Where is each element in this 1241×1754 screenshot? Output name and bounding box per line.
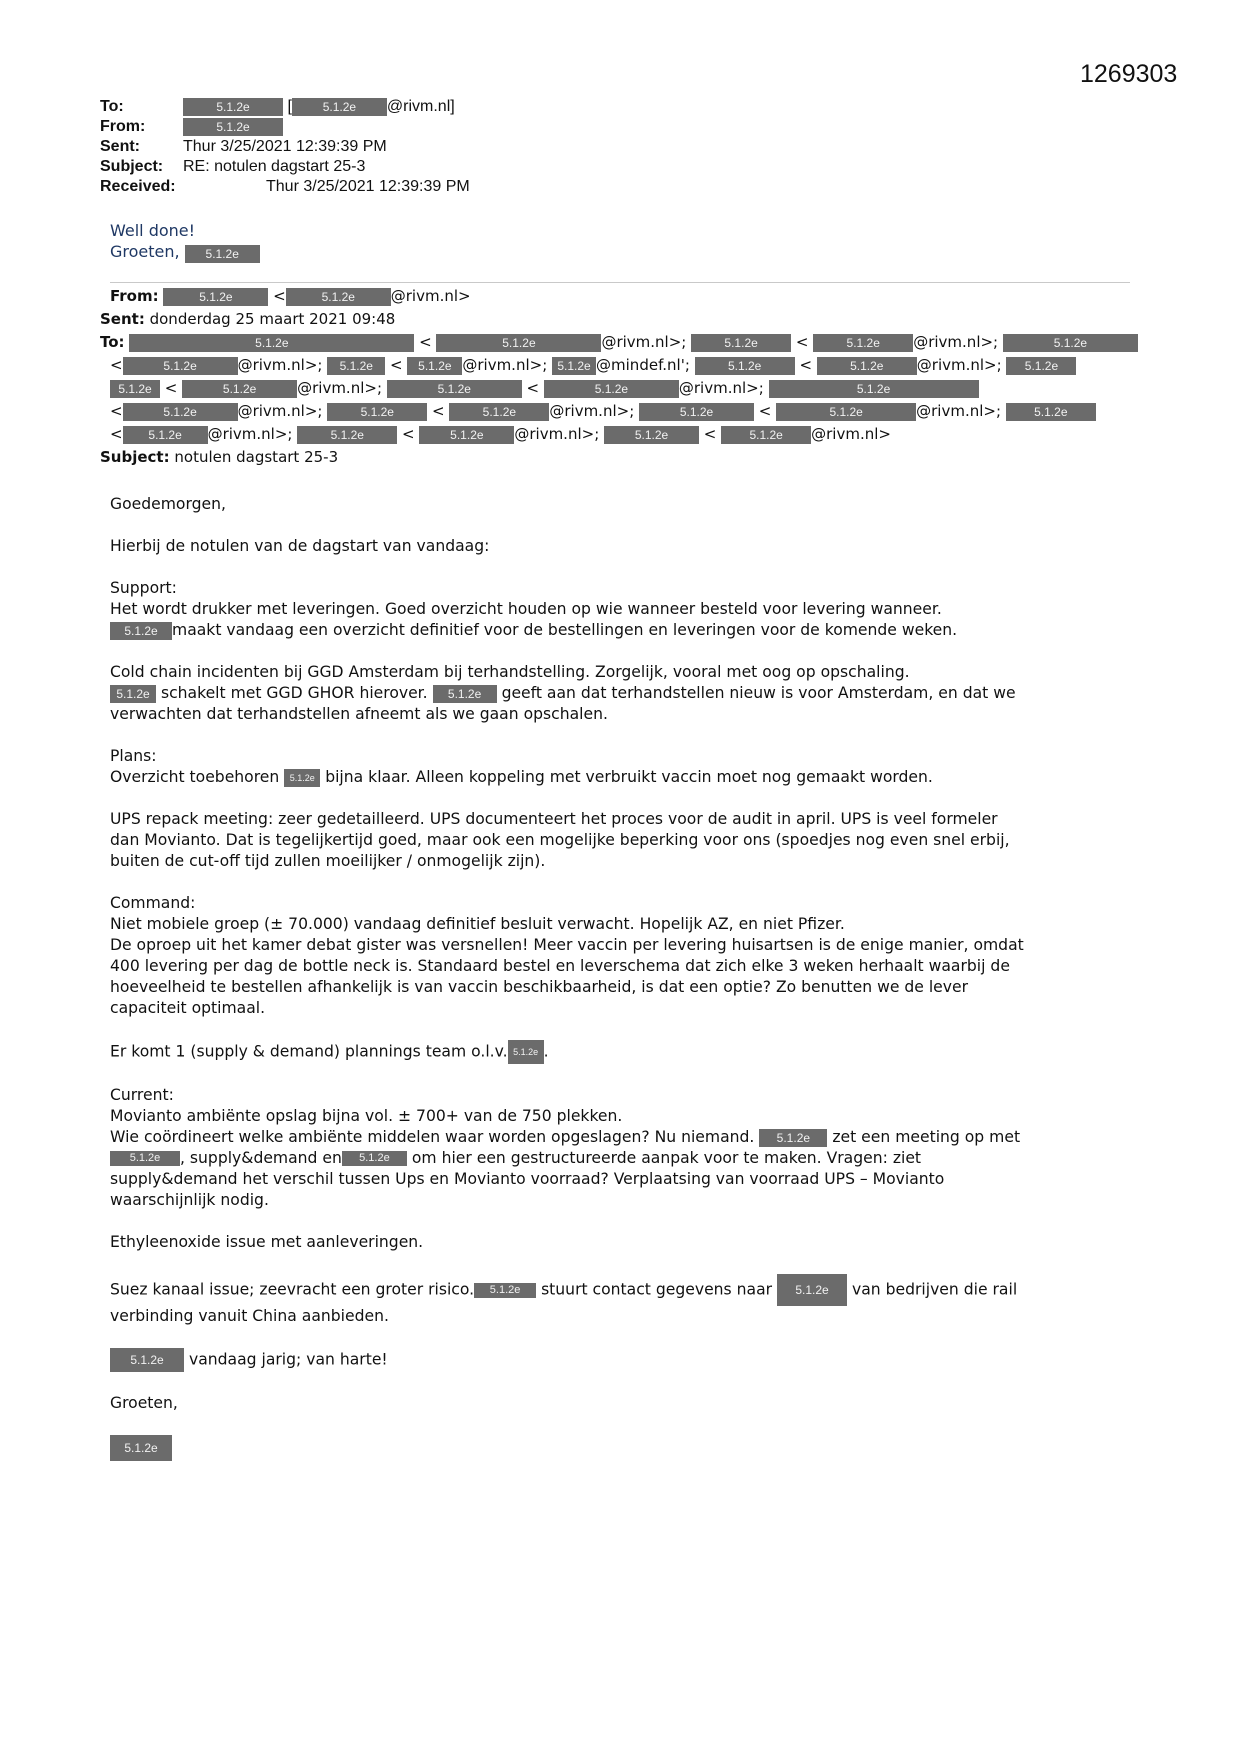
suez-section: Suez kanaal issue; zeevracht een groter risico. 5.1.2e stuurt contact gegevens naar 5.1.2e van bedrijven die rail verbinding vanuit China aanbieden. bbox=[110, 1274, 1140, 1327]
redaction: 5.1.2e bbox=[1006, 357, 1076, 375]
orig-sent-value: donderdag 25 maart 2021 09:48 bbox=[149, 310, 396, 328]
redaction: 5.1.2e bbox=[813, 334, 913, 352]
redaction: 5.1.2e bbox=[776, 403, 916, 421]
email-domain: @mindef.nl'; bbox=[596, 356, 690, 374]
redaction: 5.1.2e bbox=[777, 1274, 847, 1306]
email-domain: @rivm.nl>; bbox=[297, 379, 382, 397]
orig-subject-label: Subject: bbox=[100, 448, 170, 466]
redaction: 5.1.2e bbox=[817, 357, 917, 375]
from-label: From: bbox=[100, 118, 146, 135]
redaction: 5.1.2e bbox=[695, 357, 795, 375]
signature bbox=[110, 1435, 1140, 1461]
document-id: 1269303 bbox=[1080, 60, 1178, 88]
redaction: 5.1.2e bbox=[183, 98, 283, 116]
header-received-row bbox=[100, 177, 470, 197]
redaction: 5.1.2e bbox=[163, 288, 268, 306]
header-to-row: To: 5.1.2e [ 5.1.2e @rivm.nl] bbox=[100, 98, 455, 115]
redaction: 5.1.2e bbox=[508, 1040, 544, 1064]
redaction: 5.1.2e bbox=[292, 98, 387, 116]
redaction: 5.1.2e bbox=[286, 288, 391, 306]
redaction: 5.1.2e bbox=[639, 403, 754, 421]
orig-from-label: From: bbox=[110, 287, 159, 305]
email-domain: @rivm.nl>; bbox=[237, 402, 323, 420]
ethyleen-line: Ethyleenoxide issue met aanleveringen. bbox=[110, 1233, 424, 1251]
redaction: 5.1.2e bbox=[110, 380, 160, 398]
intro: Hierbij de notulen van de dagstart van vandaag: bbox=[110, 537, 490, 555]
support-heading: Support: bbox=[110, 579, 177, 597]
cold-chain-section: Cold chain incidenten bij GGD Amsterdam bij terhandstelling. Zorgelijk, vooral met oog op opschaling. 5.1.2e schakelt met GGD GHOR hierover. 5.1.2e geeft aan dat terhandstellen nieuw is voor Amsterdam, en dat we verwachten dat terhandstellen afneemt als we gaan opschalen. bbox=[110, 663, 1016, 723]
redaction: 5.1.2e bbox=[129, 334, 414, 352]
redaction: 5.1.2e bbox=[123, 357, 238, 375]
redaction: 5.1.2e bbox=[123, 426, 208, 444]
redaction: 5.1.2e bbox=[327, 357, 385, 375]
subject-label: Subject: bbox=[100, 158, 164, 175]
redaction: 5.1.2e bbox=[387, 380, 522, 398]
redaction: 5.1.2e bbox=[544, 380, 679, 398]
reply-line-2: Groeten, 5.1.2e bbox=[110, 241, 260, 263]
redaction: 5.1.2e bbox=[183, 118, 283, 136]
team-line: Er komt 1 (supply & demand) plannings team o.l.v. 5.1.2e . bbox=[110, 1040, 1140, 1064]
redaction: 5.1.2e bbox=[436, 334, 601, 352]
redaction: 5.1.2e bbox=[433, 685, 497, 703]
redaction: 5.1.2e bbox=[449, 403, 549, 421]
email-domain: @rivm.nl> bbox=[811, 425, 891, 443]
ups-section: UPS repack meeting: zeer gedetailleerd. UPS documenteert het proces voor de audit in april. UPS is veel formeler dan Movianto. Dat is tegelijkertijd goed, maar ook een mogelijke beperking voor ons (spoedjes nog even snel erbij, buiten de cut-off tijd zullen moeilijker / onmogelijk zijn). bbox=[110, 810, 1010, 870]
redaction: 5.1.2e bbox=[284, 769, 320, 787]
redaction: 5.1.2e bbox=[123, 403, 238, 421]
redaction: 5.1.2e bbox=[297, 426, 397, 444]
email-domain: @rivm.nl>; bbox=[207, 425, 293, 443]
email-domain: @rivm.nl> bbox=[390, 287, 471, 305]
sent-label: Sent: bbox=[100, 138, 140, 155]
redaction: 5.1.2e bbox=[110, 1151, 180, 1166]
birthday-line: 5.1.2e vandaag jarig; van harte! bbox=[110, 1348, 1140, 1372]
redaction: 5.1.2e bbox=[110, 685, 156, 703]
email-domain: @rivm.nl>; bbox=[462, 356, 548, 374]
orig-to-row-5: < 5.1.2e @rivm.nl>; 5.1.2e < 5.1.2e @rivm.nl>; 5.1.2e < 5.1.2e @rivm.nl> bbox=[110, 425, 891, 443]
header-sent-row bbox=[100, 137, 470, 157]
support-section: Support: Het wordt drukker met leveringen. Goed overzicht houden op wie wanneer besteld voor levering wanneer. 5.1.2e maakt vandaag een overzicht definitief voor de bestellingen en leveringen voor de komende weken. bbox=[110, 579, 958, 639]
greeting: Goedemorgen, bbox=[110, 495, 226, 513]
received-label: Received: bbox=[100, 178, 176, 195]
command-heading: Command: bbox=[110, 894, 196, 912]
email-domain: @rivm.nl>; bbox=[916, 402, 1002, 420]
closing: Groeten, bbox=[110, 1394, 178, 1412]
redaction: 5.1.2e bbox=[474, 1283, 536, 1298]
orig-to-row-4: < 5.1.2e @rivm.nl>; 5.1.2e < 5.1.2e @rivm.nl>; 5.1.2e < 5.1.2e @rivm.nl>; 5.1.2e bbox=[100, 400, 1138, 423]
sent-value: Thur 3/25/2021 12:39:39 PM bbox=[183, 138, 387, 155]
email-domain: @rivm.nl>; bbox=[601, 333, 687, 351]
to-label: To: bbox=[100, 98, 124, 115]
email-domain: @rivm.nl>; bbox=[237, 356, 323, 374]
orig-from-row: From: 5.1.2e < 5.1.2e @rivm.nl> bbox=[110, 287, 471, 305]
email-domain: @rivm.nl>; bbox=[678, 379, 764, 397]
separator-line bbox=[110, 282, 1130, 283]
email-domain: @rivm.nl>; bbox=[514, 425, 600, 443]
orig-sent-label: Sent: bbox=[100, 310, 145, 328]
orig-subject-value: notulen dagstart 25-3 bbox=[174, 448, 339, 466]
redaction: 5.1.2e bbox=[407, 357, 462, 375]
orig-to-row-3: 5.1.2e < 5.1.2e @rivm.nl>; 5.1.2e < 5.1.2e @rivm.nl>; 5.1.2e bbox=[100, 377, 1138, 400]
redaction: 5.1.2e bbox=[759, 1129, 827, 1147]
redaction: 5.1.2e bbox=[327, 403, 427, 421]
redaction: 5.1.2e bbox=[185, 245, 260, 263]
plans-heading: Plans: bbox=[110, 747, 157, 765]
email-body bbox=[110, 494, 1140, 1482]
command-section: Command: Niet mobiele groep (± 70.000) vandaag definitief besluit verwacht. Hopelijk AZ, en niet Pfizer. De oproep uit het kamer debat gister was versnellen! Meer vaccin per levering huisartsen is de enige manier, omdat 400 levering per dag de bottle neck is. Standaard bestel en leverschema dat zich elke 3 weken herhaalt waarbij de hoeveelheid te bestellen afhankelijk is van vaccin beschikbaarheid, is dat een optie? Zo benutten we de lever capaciteit optimaal. bbox=[110, 894, 1024, 1017]
redaction: 5.1.2e bbox=[110, 1348, 184, 1372]
received-value: Thur 3/25/2021 12:39:39 PM bbox=[266, 178, 470, 195]
to-domain: @rivm.nl] bbox=[386, 98, 455, 115]
email-header-outer bbox=[100, 97, 470, 197]
redaction: 5.1.2e bbox=[419, 426, 514, 444]
subject-value: RE: notulen dagstart 25-3 bbox=[183, 158, 366, 175]
header-subject-row bbox=[100, 157, 470, 177]
current-section: Current: Movianto ambiënte opslag bijna vol. ± 700+ van de 750 plekken. Wie coördineert welke ambiënte middelen waar worden opgeslagen? Nu niemand. 5.1.2e zet een meeting op met 5.1.2e , supply&demand en 5.1.2e om hier een gestructureerde aanpak voor te maken. Vragen: ziet supply&demand het verschil tussen Ups en Movianto voorraad? Verplaatsing van voorraad UPS – Movianto waarschijnlijk nodig. bbox=[110, 1086, 1021, 1209]
email-domain: @rivm.nl>; bbox=[916, 356, 1002, 374]
redaction: 5.1.2e bbox=[769, 380, 979, 398]
redaction: 5.1.2e bbox=[110, 622, 172, 640]
redaction: 5.1.2e bbox=[1006, 403, 1096, 421]
redaction: 5.1.2e bbox=[342, 1151, 407, 1166]
redaction: 5.1.2e bbox=[691, 334, 791, 352]
header-from-row bbox=[100, 117, 470, 137]
plans-section: Plans: Overzicht toebehoren 5.1.2e bijna klaar. Alleen koppeling met verbruikt vaccin moet nog gemaakt worden. bbox=[110, 747, 933, 786]
email-domain: @rivm.nl>; bbox=[549, 402, 635, 420]
current-heading: Current: bbox=[110, 1086, 174, 1104]
redaction: 5.1.2e bbox=[110, 1435, 172, 1461]
orig-to-label: To: bbox=[100, 333, 125, 351]
redaction: 5.1.2e bbox=[182, 380, 297, 398]
redaction: 5.1.2e bbox=[721, 426, 811, 444]
orig-subject-row bbox=[100, 446, 1138, 469]
redaction: 5.1.2e bbox=[1003, 334, 1138, 352]
email-domain: @rivm.nl>; bbox=[913, 333, 999, 351]
redaction: 5.1.2e bbox=[604, 426, 699, 444]
orig-sent-row bbox=[100, 308, 1138, 331]
email-header-original bbox=[100, 285, 1138, 469]
reply-line-1: Well done! bbox=[110, 221, 196, 240]
orig-to-row-1: To: 5.1.2e < 5.1.2e @rivm.nl>; 5.1.2e < 5.1.2e @rivm.nl>; 5.1.2e bbox=[100, 331, 1138, 354]
reply-text bbox=[110, 220, 260, 263]
redaction: 5.1.2e bbox=[552, 357, 596, 375]
orig-to-row-2: < 5.1.2e @rivm.nl>; 5.1.2e < 5.1.2e @rivm.nl>; 5.1.2e @mindef.nl'; 5.1.2e < 5.1.2e @rivm.nl>; 5.1.2e bbox=[100, 354, 1138, 377]
